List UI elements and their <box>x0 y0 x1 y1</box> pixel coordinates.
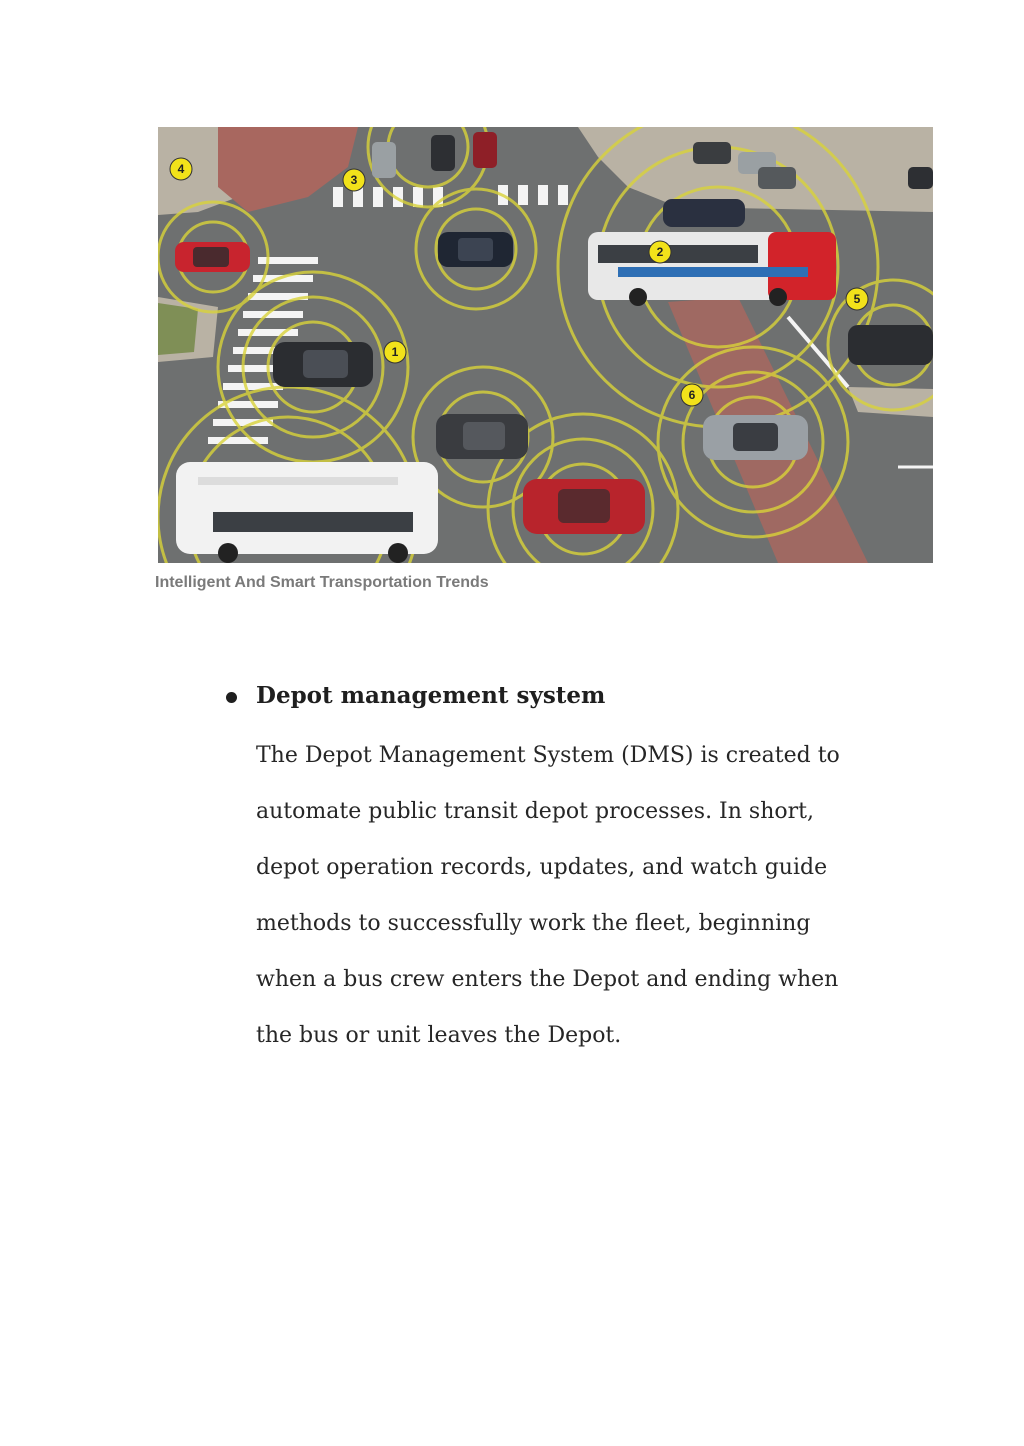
paragraph-line: the bus or unit leaves the Depot. <box>256 1023 622 1048</box>
svg-text:2: 2 <box>656 245 664 259</box>
section-heading: Depot management system <box>256 682 606 709</box>
paragraph-line: methods to successfully work the fleet, beginning <box>256 911 811 936</box>
svg-text:1: 1 <box>391 345 399 359</box>
marker-3 <box>343 169 365 191</box>
paragraph-line: when a bus crew enters the Depot and ending when <box>256 967 839 992</box>
paragraph-line: depot operation records, updates, and watch guide <box>256 855 828 880</box>
svg-text:6: 6 <box>688 388 696 402</box>
paragraph-line: automate public transit depot processes. In short, <box>256 799 814 824</box>
paragraph-line: The Depot Management System (DMS) is created to <box>256 743 840 768</box>
marker-1 <box>384 341 406 363</box>
marker-2 <box>649 241 671 263</box>
marker-5 <box>846 288 868 310</box>
svg-text:4: 4 <box>177 162 185 176</box>
marker-4 <box>170 158 192 180</box>
marker-6 <box>681 384 703 406</box>
figure-caption: Intelligent And Smart Transportation Trends <box>155 574 489 591</box>
traffic-intersection-image <box>158 127 933 563</box>
svg-text:5: 5 <box>853 292 861 306</box>
section-paragraph <box>256 738 866 1074</box>
bullet-dot <box>226 692 237 703</box>
svg-text:3: 3 <box>350 173 358 187</box>
